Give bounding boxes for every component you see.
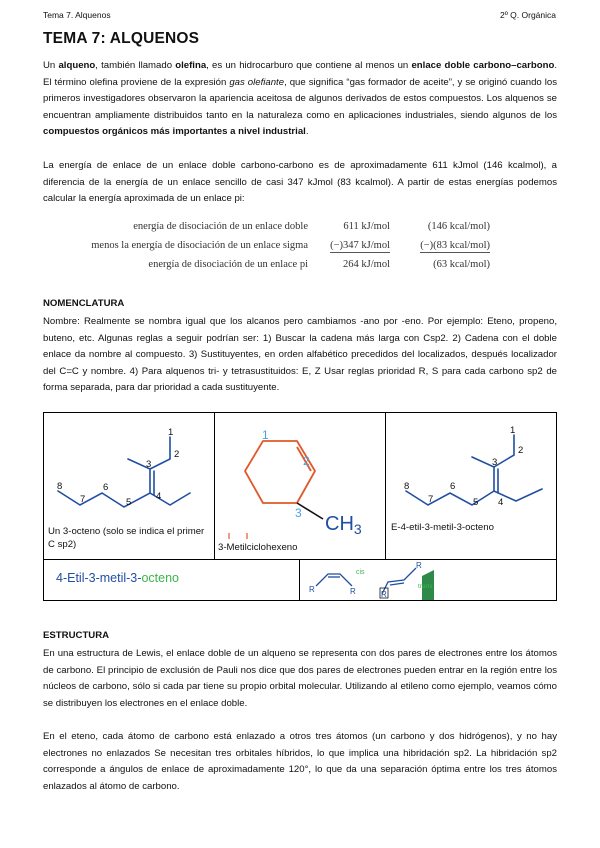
energy-kcal: (−)(83 kcal/mol) [420, 240, 490, 251]
term-alqueno: alqueno [58, 60, 96, 71]
substituent-r: R [381, 590, 387, 599]
compound-name: 4-Etil-3-metil-3-octeno [56, 571, 179, 585]
header-left: Tema 7. Alquenos [43, 10, 111, 20]
figure-caption: E-4-etil-3-metil-3-octeno [391, 522, 494, 533]
energy-kj: 264 kJ/mol [343, 259, 390, 270]
carbon-number: 5 [126, 497, 132, 508]
figure-3-octeno [43, 412, 215, 560]
carbon-number: 4 [156, 491, 162, 502]
carbon-number: 6 [450, 481, 456, 492]
substituent-r: R [309, 585, 315, 594]
carbon-number: 2 [174, 449, 180, 460]
carbon-number: 1 [510, 425, 516, 436]
ring-number: 2 [303, 454, 310, 468]
energy-table [40, 221, 500, 278]
carbon-number: 8 [57, 481, 63, 492]
carbon-number: 3 [146, 459, 152, 470]
energy-row-sigma [40, 240, 500, 259]
energy-paragraph: La energía de enlace de un enlace doble carbono-carbono es de aproximadamente 611 kJmol (146 kcalmol), a diferencia de la energía de un enlace sencillo de casi 347 kJmol (83 kcalmol). A partir de estas energías podemos calcular la energía aproximada de un enlace pi: [43, 160, 557, 205]
energy-label: menos la energía de disociación de un enlace sigma [91, 240, 308, 251]
energy-kj: (−)347 kJ/mol [330, 240, 390, 251]
carbon-number: 1 [168, 427, 174, 438]
carbon-number: 2 [518, 445, 524, 456]
ring-number: 1 [262, 428, 269, 442]
figure-name-box [43, 559, 300, 601]
header-right: 2º Q. Orgánica [499, 10, 556, 20]
energy-kcal: (63 kcal/mol) [433, 259, 490, 270]
energy-label: energía de disociación de un enlace doble [133, 221, 308, 232]
figure-3-metilciclohexeno [214, 412, 386, 560]
carbon-number: 3 [492, 457, 498, 468]
energy-kj: 611 kJ/mol [343, 221, 390, 232]
substituent-r: R [350, 587, 356, 596]
page-title: TEMA 7: ALQUENOS [43, 30, 200, 47]
cis-label: cis [356, 569, 365, 576]
carbon-number: 5 [473, 497, 479, 508]
cis-trans-diagram [300, 560, 557, 601]
substituent-r: R [416, 561, 422, 570]
figure-caption: 3-Metilciclohexeno [218, 542, 298, 553]
estructura-paragraph-2: En el eteno, cada átomo de carbono está enlazado a otros tres átomos (un carbono y dos hidrógenos), y no hay electrones no enlazados Se necesitan tres orbitales híbridos, lo que implica una hibridación sp2. La hibridación sp2 corresponde a ángulos de enlace de aproximadamente 120°, lo que da una separación óptima entre los tres átomos enlazados al átomo de carbono. [43, 731, 557, 792]
intro-paragraph: Un alqueno, también llamado olefina, es un hidrocarburo que contiene al menos un enlace doble carbono–carbono. El término olefina proviene de la expresión gas olefiante, que significa “gas formador de aceite”, y se originó cuando los primeros investigadores observaron la apariencia aceitosa de algunos derivados de estos compuestos. Los alquenos se encuentran ampliamente distribuidos tanto en la naturaleza como en aplicaciones industriales, siendo algunos de los compuestos orgánicos más importantes a nivel industrial. [43, 60, 558, 138]
estructura-paragraph-1: En una estructura de Lewis, el enlace doble de un alqueno se representa con dos pares de electrones entre los átomos de carbono. El principio de exclusión de Pauli nos dice que dos pares de electrones pueden entrar en la región entre los núcleos de carbono, sólo si cada par tiene su propio orbital molecular. Utilizando al etileno como ejemplo, veamos cómo se distribuyen los electrones en el enlace doble. [43, 648, 557, 709]
nomenclatura-paragraph: Nombre: Realmente se nombra igual que los alcanos pero cambiamos -ano por -eno. Por ejemplo: Eteno, propeno, buteno, etc. Algunas reglas a seguir podrían ser: 1) Buscar la cadena más larga con Csp2. 2) Cadena con el doble enlace da nombre al compuesto. 3) Sustituyentes, en orden alfabético precedidos del localizados, después localizador del C=C y nombre. 4) Para alquenos tri- y tetrasustituidos: E, Z Usar reglas prioridad R, S para cada carbono sp2 de forma separada, para dar prioridad a cada sustituyente. [43, 316, 557, 394]
energy-label: energía de disociación de un enlace pi [148, 259, 308, 270]
carbon-number: 8 [404, 481, 410, 492]
term-compuestos-organicos: compuestos orgánicos más importantes a nivel industrial [43, 126, 306, 138]
term-olefina: olefina [175, 60, 207, 71]
energy-row-double [40, 221, 500, 240]
trans-label: trans [418, 583, 433, 590]
nomenclatura-heading: NOMENCLATURA [43, 298, 125, 309]
carbon-number: 4 [498, 497, 504, 508]
term-gas-olefiante: gas olefiante [229, 76, 285, 88]
term-enlace-doble: enlace doble carbono–carbono [411, 60, 555, 71]
methyl-label: $CH_3$ [325, 513, 362, 537]
carbon-number: 6 [103, 482, 109, 493]
figure-cis-trans [299, 559, 557, 601]
carbon-number: 7 [428, 494, 434, 505]
molecule-e-4-etil-3-metil-3-octeno [386, 413, 557, 560]
carbon-number: 7 [80, 494, 86, 505]
ring-number: 3 [295, 506, 302, 520]
energy-kcal: (146 kcal/mol) [427, 221, 490, 232]
molecule-3-metilciclohexeno [215, 413, 386, 560]
estructura-heading: ESTRUCTURA [43, 630, 110, 641]
figure-caption: Un 3-octeno (solo se indica el primer C sp2) [48, 526, 205, 550]
energy-row-pi [40, 259, 500, 278]
figure-e-4-etil-3-metil-3-octeno [385, 412, 557, 560]
